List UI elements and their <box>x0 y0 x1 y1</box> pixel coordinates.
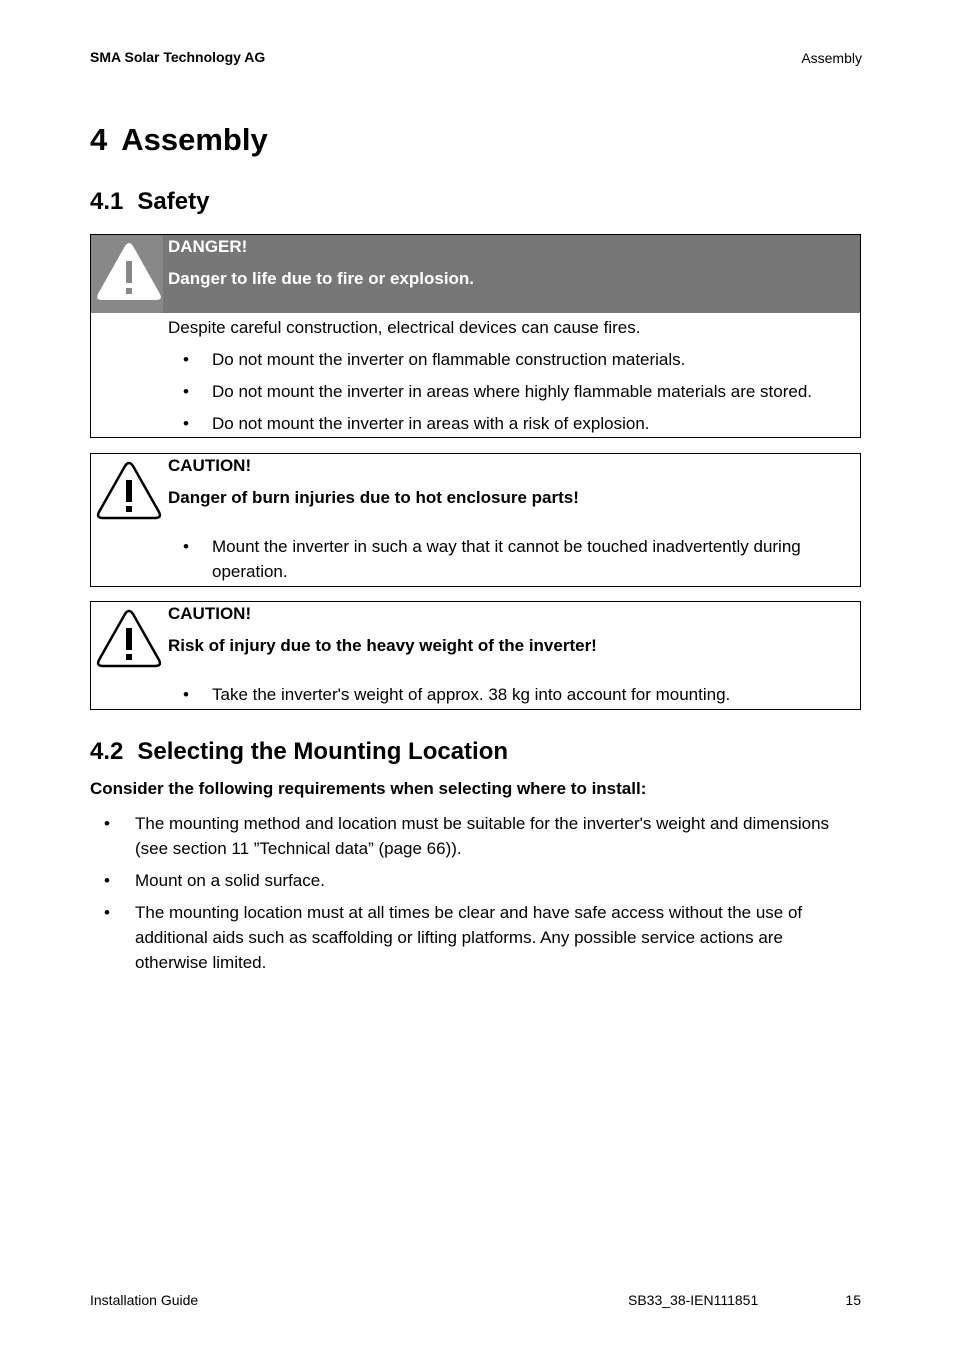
list-item: • The mounting method and location must be suitable for the inverter's weight and dimensions (see section 11 ”Technical data” (page 66)). <box>90 811 860 861</box>
header-company: SMA Solar Technology AG <box>90 49 266 65</box>
section-safety-title <box>90 188 209 216</box>
footer-doc-type: Installation Guide <box>90 1292 199 1308</box>
chapter-title-text: Assembly <box>121 122 268 157</box>
caution-message: Danger of burn injuries due to hot enclosure parts! <box>168 488 579 507</box>
caution-box-weight <box>90 601 861 710</box>
caution-list <box>168 682 846 707</box>
caution-box-burn <box>90 453 861 587</box>
header-section: Assembly <box>801 50 862 66</box>
section-location-number: 4.2 <box>90 738 124 765</box>
section-location-title <box>90 738 508 766</box>
list-item: • Do not mount the inverter in areas where highly flammable materials are stored. <box>168 379 846 404</box>
caution-box-burn-body <box>91 534 860 595</box>
chapter-title <box>90 122 268 158</box>
section-location-title-text: Selecting the Mounting Location <box>137 738 509 765</box>
section-safety-title-text: Safety <box>137 188 210 215</box>
caution-signal-word: CAUTION! <box>168 604 252 623</box>
caution-icon-cell <box>91 602 163 680</box>
danger-intro: Despite careful construction, electrical devices can cause fires. <box>168 318 641 337</box>
list-item: • Take the inverter's weight of approx. 38 kg into account for mounting. <box>168 682 846 707</box>
caution-icon-cell <box>91 454 163 532</box>
footer-page-number: 15 <box>845 1292 861 1308</box>
section-safety-number: 4.1 <box>90 188 124 215</box>
danger-box-body <box>91 315 860 447</box>
requirements-list <box>90 811 860 982</box>
caution-box-weight-header <box>91 602 860 680</box>
danger-signal-word: DANGER! <box>168 237 248 256</box>
list-item: • Mount on a solid surface. <box>90 868 860 893</box>
caution-signal-word: CAUTION! <box>168 456 252 475</box>
caution-message: Risk of injury due to the heavy weight of the inverter! <box>168 636 597 655</box>
caution-list <box>168 534 846 584</box>
footer-doc-code: SB33_38-IEN111851 <box>628 1292 759 1308</box>
danger-box <box>90 234 861 438</box>
danger-message: Danger to life due to fire or explosion. <box>168 269 475 288</box>
list-item: • Mount the inverter in such a way that it cannot be touched inadvertently during operation. <box>168 534 846 584</box>
list-item: • Do not mount the inverter in areas with a risk of explosion. <box>168 411 846 436</box>
warning-triangle-icon <box>96 608 162 670</box>
requirements-lead: Consider the following requirements when selecting where to install: <box>90 779 647 798</box>
danger-box-header <box>91 235 860 313</box>
warning-triangle-icon <box>96 241 162 303</box>
caution-box-weight-body <box>91 682 860 718</box>
list-item: • The mounting location must at all times be clear and have safe access without the use of additional aids such as scaffolding or lifting platforms. Any possible service actions are otherwise limited. <box>90 900 860 975</box>
list-item: • Do not mount the inverter on flammable construction materials. <box>168 347 846 372</box>
chapter-number: 4 <box>90 122 108 157</box>
danger-list <box>168 347 846 436</box>
caution-box-burn-header <box>91 454 860 532</box>
danger-icon-cell <box>91 235 163 313</box>
warning-triangle-icon <box>96 460 162 522</box>
